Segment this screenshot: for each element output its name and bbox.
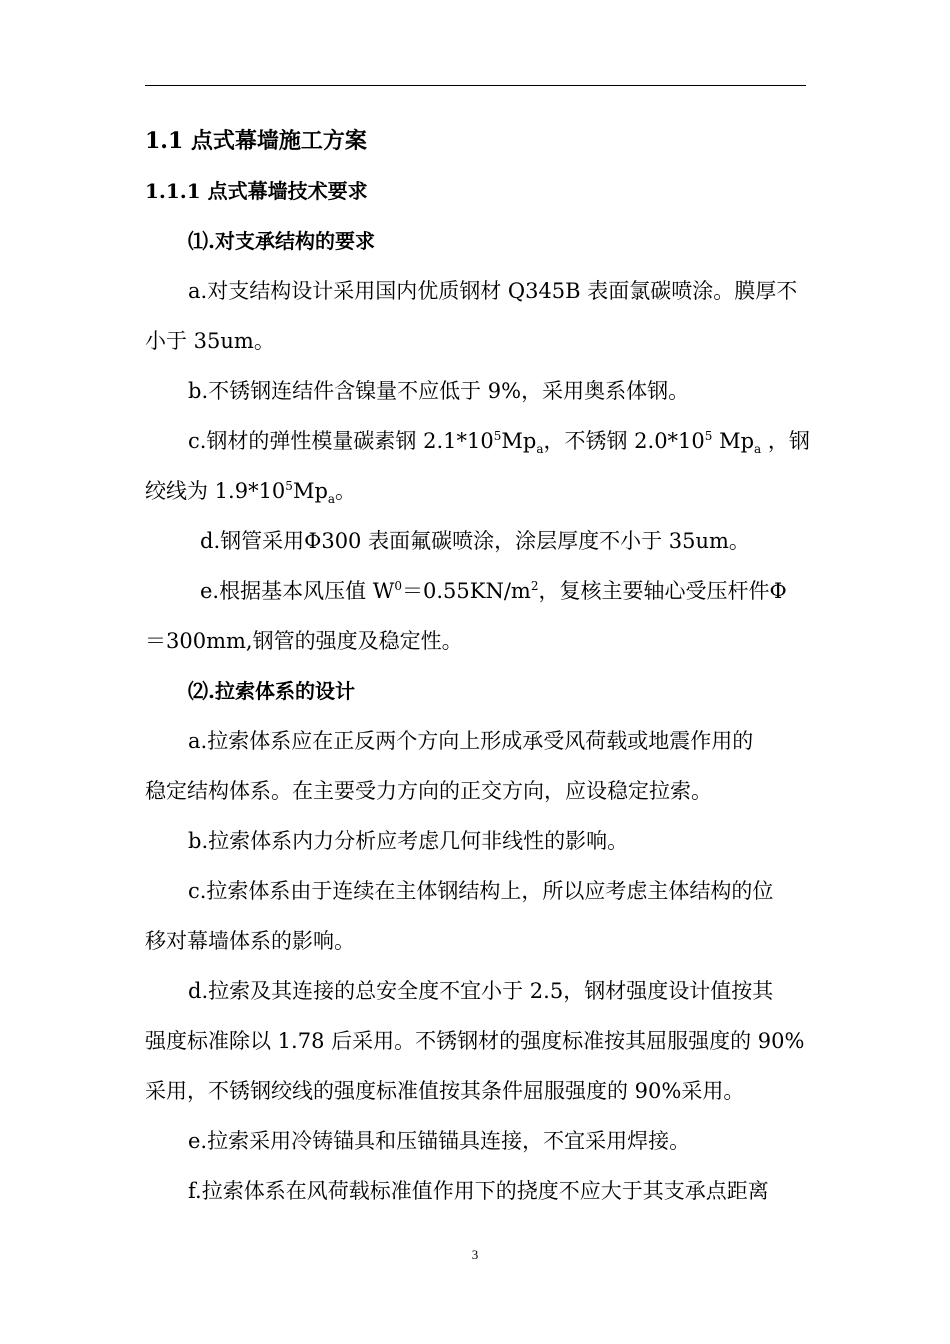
paragraph-1c-line-2 [145,477,815,505]
text-run: ，复核主要轴心受压杆件Φ [538,579,787,603]
superscript: 0 [394,579,403,593]
paragraph-2d-line-2: 强度标准除以 1.78 后采用。不锈钢材的强度标准按其屈服强度的 90% [145,1029,805,1053]
text-run: ，不锈钢 2.0*10 [543,429,705,453]
paragraph-2e: e.拉索采用冷铸锚具和压锚锚具连接，不宜采用焊接。 [188,1129,691,1153]
section-1-title: ⑴.对支承结构的要求 [188,229,375,253]
subscript: a [327,492,336,507]
text-run: ，钢 [761,429,810,453]
paragraph-2b: b.拉索体系内力分析应考虑几何非线性的影响。 [188,829,629,853]
text-run: Mp [712,429,755,453]
text-run: 。 [335,479,357,503]
text-run: 绞线为 1.9*10 [145,479,286,503]
heading-2: 1.1.1 点式幕墙技术要求 [145,179,368,203]
paragraph-1e-line-1 [200,577,870,605]
paragraph-1a-line-2: 小于 35um。 [145,329,275,353]
text-run: ＝0.55KN/m [402,579,531,603]
paragraph-1c-line-1 [188,427,858,455]
heading-1: 1.1 点式幕墙施工方案 [145,128,367,154]
paragraph-2d-line-3: 采用，不锈钢绞线的强度标准值按其条件屈服强度的 90%采用。 [145,1079,745,1103]
superscript: 5 [493,429,502,443]
superscript: 5 [285,479,293,493]
superscript: 2 [530,579,539,593]
paragraph-2a-line-1: a.拉索体系应在正反两个方向上形成承受风荷载或地震作用的 [188,729,754,753]
subscript: a [536,442,544,457]
paragraph-2d-line-1: d.拉索及其连接的总安全度不宜小于 2.5，钢材强度设计值按其 [188,979,774,1003]
text-run: Mp [501,429,537,453]
paragraph-1d: d.钢管采用Φ300 表面氟碳喷涂，涂层厚度不小于 35um。 [200,529,750,553]
header-rule [145,85,806,86]
paragraph-1a-line-1: a.对支结构设计采用国内优质钢材 Q345B 表面氯碳喷涂。膜厚不 [188,279,798,303]
paragraph-2f: f.拉索体系在风荷载标准值作用下的挠度不应大于其支承点距离 [188,1179,769,1203]
text-run: e.根据基本风压值 W [200,579,395,603]
paragraph-1b: b.不锈钢连结件含镍量不应低于 9%，采用奥系体钢。 [188,379,690,403]
paragraph-1e-line-2: ＝300mm,钢管的强度及稳定性。 [145,629,463,653]
superscript: 5 [704,429,713,443]
section-2-title: ⑵.拉索体系的设计 [188,679,355,703]
paragraph-2c-line-1: c.拉索体系由于连续在主体钢结构上，所以应考虑主体结构的位 [188,879,774,903]
paragraph-2c-line-2: 移对幕墙体系的影响。 [145,929,355,953]
page-number: 3 [471,1247,479,1262]
subscript: a [754,442,762,457]
text-run: c.钢材的弹性模量碳素钢 2.1*10 [188,429,494,453]
text-run: Mp [292,479,328,503]
paragraph-2a-line-2: 稳定结构体系。在主要受力方向的正交方向，应设稳定拉索。 [145,779,712,803]
